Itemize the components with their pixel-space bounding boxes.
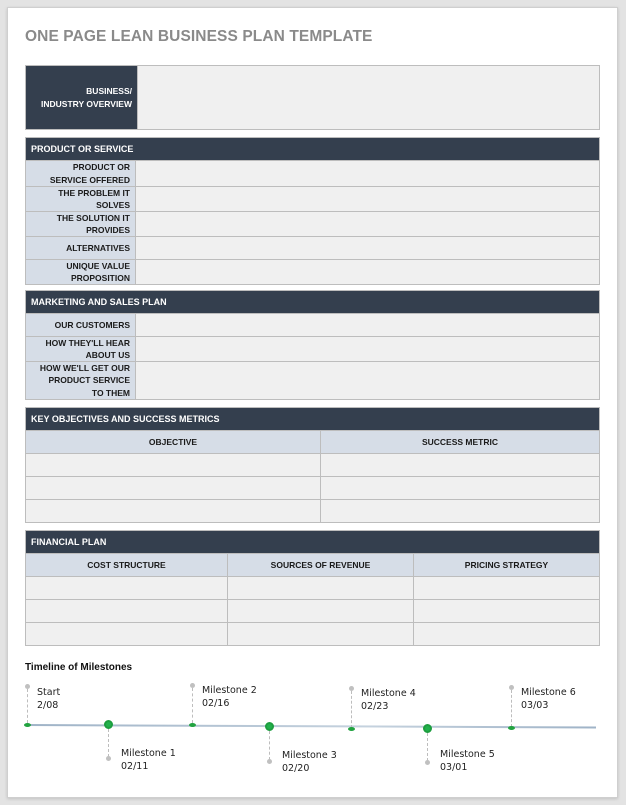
row-label: HOW WE'LL GET OUR PRODUCT SERVICE TO THEM	[26, 362, 136, 399]
section-header: MARKETING AND SALES PLAN	[26, 291, 599, 313]
marker-stem	[351, 691, 352, 728]
milestone-dot-icon	[104, 720, 113, 729]
milestone-label: Milestone 2 02/16	[202, 685, 257, 709]
row-label: OUR CUSTOMERS	[26, 314, 136, 336]
milestone-dot-icon	[348, 727, 355, 731]
marker-stem	[269, 731, 270, 760]
column-header: COST STRUCTURE	[26, 554, 228, 576]
milestone-dot-icon	[189, 723, 196, 727]
milestone-label: Milestone 4 02/23	[361, 688, 416, 712]
column-header: PRICING STRATEGY	[464, 560, 549, 570]
label-line: INDUSTRY OVERVIEW	[41, 98, 132, 109]
section-header: KEY OBJECTIVES AND SUCCESS METRICS	[26, 408, 599, 430]
milestone-dot-icon	[423, 724, 432, 733]
page-title: ONE PAGE LEAN BUSINESS PLAN TEMPLATE	[25, 28, 373, 45]
milestone-label: Milestone 6 03/03	[521, 687, 576, 711]
milestone-dot-icon	[508, 726, 515, 730]
section-header: FINANCIAL PLAN	[26, 531, 599, 553]
marker-cap-icon	[106, 756, 111, 761]
row-label: THE PROBLEM IT SOLVES	[26, 187, 136, 211]
marker-stem	[192, 688, 193, 723]
milestone-label: Milestone 1 02/11	[121, 748, 176, 772]
milestone-label: Milestone 5 03/01	[440, 749, 495, 773]
milestone-dot-icon	[24, 723, 31, 727]
label-line: BUSINESS/	[86, 86, 132, 96]
row-label: UNIQUE VALUE PROPOSITION	[26, 260, 136, 284]
row-label: THE SOLUTION IT PROVIDES	[26, 212, 136, 236]
marker-stem	[27, 689, 28, 723]
section-header: PRODUCT OR SERVICE	[26, 138, 599, 160]
row-label: PRODUCT OR SERVICE OFFERED	[26, 161, 136, 186]
column-header: SUCCESS METRIC	[421, 437, 499, 447]
milestone-label: Milestone 3 02/20	[282, 750, 337, 774]
marker-cap-icon	[425, 760, 430, 765]
milestone-label: Start 2/08	[37, 687, 61, 711]
document-page	[7, 7, 618, 798]
column-header: OBJECTIVE	[26, 431, 321, 453]
marker-stem	[108, 729, 109, 757]
row-label: HOW THEY'LL HEAR ABOUT US	[26, 337, 136, 361]
row-label: ALTERNATIVES	[26, 237, 136, 259]
milestone-dot-icon	[265, 722, 274, 731]
marker-cap-icon	[267, 759, 272, 764]
column-header: SOURCES OF REVENUE	[228, 554, 414, 576]
timeline-title: Timeline of Milestones	[25, 662, 133, 673]
marker-stem	[427, 733, 428, 761]
marker-stem	[511, 690, 512, 727]
timeline	[8, 8, 619, 799]
